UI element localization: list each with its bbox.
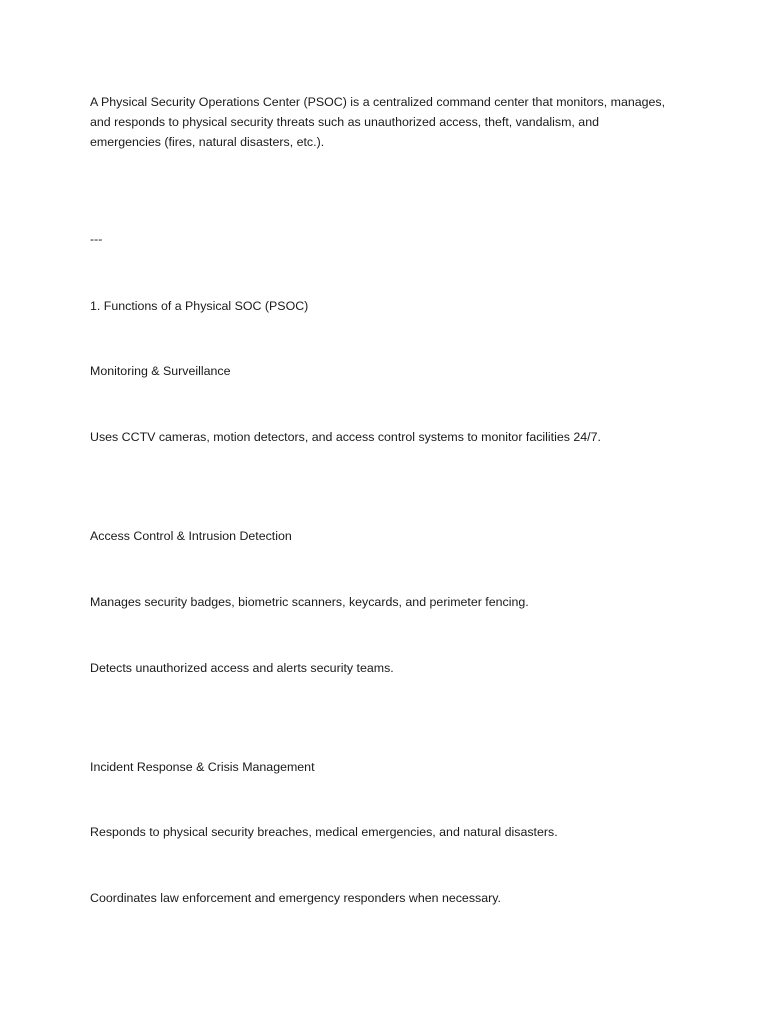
subsection-title-monitoring: Monitoring & Surveillance	[90, 364, 231, 378]
incident-response-paragraph: Coordinates law enforcement and emergency responders when necessary.	[90, 891, 501, 905]
subsection-title-incident-response: Incident Response & Crisis Management	[90, 760, 315, 774]
incident-response-paragraph: Responds to physical security breaches, medical emergencies, and natural disasters.	[90, 825, 558, 839]
section-heading: 1. Functions of a Physical SOC (PSOC)	[90, 299, 309, 313]
monitoring-paragraph: Uses CCTV cameras, motion detectors, and access control systems to monitor facilities 24/7.	[90, 430, 601, 444]
intro-line: A Physical Security Operations Center (PSOC) is a centralized command center that monitors, manages,	[90, 95, 666, 109]
intro-paragraph	[90, 92, 690, 152]
separator-text: ---	[90, 232, 103, 246]
intro-line: and responds to physical security threats such as unauthorized access, theft, vandalism, and	[90, 115, 599, 129]
access-control-paragraph: Manages security badges, biometric scanners, keycards, and perimeter fencing.	[90, 595, 529, 609]
access-control-paragraph: Detects unauthorized access and alerts security teams.	[90, 661, 394, 675]
intro-line: emergencies (fires, natural disasters, etc.).	[90, 135, 325, 149]
subsection-title-access-control: Access Control & Intrusion Detection	[90, 529, 292, 543]
